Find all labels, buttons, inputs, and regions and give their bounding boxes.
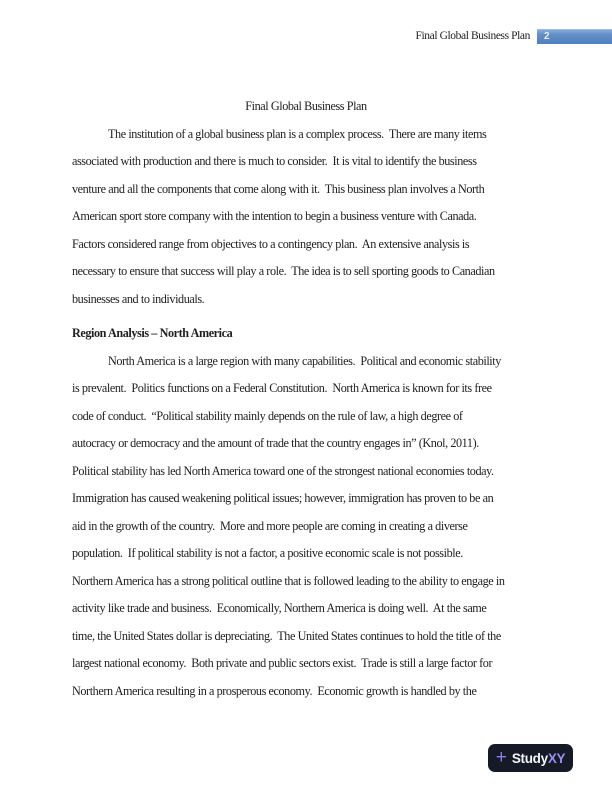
intro-paragraph — [72, 121, 540, 314]
region-analysis-paragraph — [72, 348, 540, 706]
text-line: code of conduct. “Political stability mainly depends on the rule of law, a high degree of — [72, 408, 463, 423]
document-title: Final Global Business Plan — [245, 99, 367, 113]
studyxy-logo — [488, 744, 573, 772]
text-line: autocracy or democracy and the amount of trade that the country engages in” (Knol, 2011). — [72, 436, 479, 450]
text-line: is prevalent. Politics functions on a Federal Constitution. North America is known for its free — [72, 381, 492, 395]
text-line: population. If political stability is not a factor, a positive economic scale is not possible. — [72, 546, 463, 560]
text-line: Northern America has a strong political outline that is followed leading to the ability to engage in — [72, 573, 505, 588]
page-number: 2 — [544, 31, 550, 42]
running-head: Final Global Business Plan — [415, 30, 530, 42]
page-header — [0, 27, 612, 45]
text-line: largest national economy. Both private and public sectors exist. Trade is still a large factor for — [72, 656, 493, 670]
text-line: Factors considered range from objectives to a contingency plan. An extensive analysis is — [72, 236, 470, 251]
text-line: Immigration has caused weakening political issues; however, immigration has proven to be an — [72, 491, 494, 505]
document-body — [72, 93, 540, 705]
logo-brand-accent: XY — [547, 750, 566, 766]
page-number-badge — [537, 29, 612, 44]
text-line: American sport store company with the intention to begin a business venture with Canada. — [72, 209, 477, 223]
text-line: time, the United States dollar is depreciating. The United States continues to hold the title of the — [72, 628, 501, 643]
text-line: North America is a large region with many capabilities. Political and economic stability — [108, 353, 501, 368]
text-line: The institution of a global business plan is a complex process. There are many items — [108, 126, 487, 141]
section-heading-region-analysis: Region Analysis – North America — [72, 326, 233, 340]
text-line: businesses and to individuals. — [72, 291, 205, 306]
logo-brand-primary: Study — [511, 750, 548, 766]
plus-icon: + — [495, 746, 507, 768]
text-line: Political stability has led North America toward one of the strongest national economies today. — [72, 463, 494, 478]
text-line: associated with production and there is much to consider. It is vital to identify the business — [72, 154, 477, 168]
text-line: aid in the growth of the country. More and more people are coming in creating a diverse — [72, 518, 468, 533]
text-line: activity like trade and business. Economically, Northern America is doing well. At the same — [72, 601, 487, 615]
text-line: venture and all the components that come along with it. This business plan involves a North — [72, 181, 485, 196]
text-line: necessary to ensure that success will play a role. The idea is to sell sporting goods to Canadian — [72, 264, 495, 278]
text-line: Northern America resulting in a prosperous economy. Economic growth is handled by the — [72, 683, 477, 698]
